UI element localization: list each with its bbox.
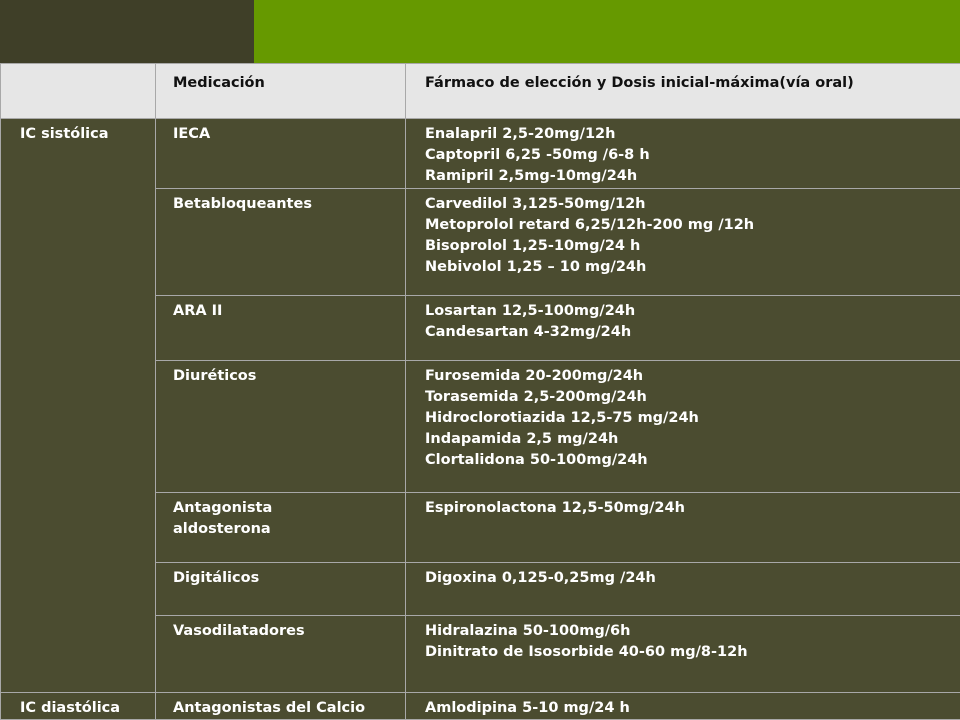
medicacion-cell [156,361,406,493]
medicacion-cell [156,616,406,692]
medication-table [0,63,960,720]
cell-line: Furosemida 20-200mg/24h [425,368,644,385]
cell-line: Nebivolol 1,25 – 10 mg/24h [425,258,647,275]
cell-line: Carvedilol 3,125-50mg/12h [425,195,646,212]
cell-line: Hidroclorotiazida 12,5-75 mg/24h [425,410,699,427]
cell-line: Antagonista [173,499,273,516]
cell-line: Dinitrato de Isosorbide 40-60 mg/8-12h [425,644,748,661]
cell-line: Digoxina 0,125-0,25mg /24h [425,570,656,587]
medicacion-cell [156,492,406,562]
cell-line: Hidralazina 50-100mg/6h [425,623,631,640]
table-header-row [1,64,960,119]
cell-line: Amlodipina 5-10 mg/24 h [425,699,630,716]
header-cell-empty [1,64,156,119]
medicacion-cell [156,188,406,295]
medicacion-cell [156,692,406,719]
cell-line: Ramipril 2,5mg-10mg/24h [425,168,638,185]
cell-line: Torasemida 2,5-200mg/24h [425,389,647,406]
cell-line: Bisoprolol 1,25-10mg/24 h [425,237,641,254]
cell-line: Candesartan 4-32mg/24h [425,324,632,341]
header-medicacion: Medicación [156,64,406,119]
cell-line: Enalapril 2,5-20mg/12h [425,126,616,143]
farmaco-cell [406,563,960,616]
farmaco-cell [406,296,960,361]
cell-line: Indapamida 2,5 mg/24h [425,431,619,448]
farmaco-cell [406,492,960,562]
farmaco-cell [406,361,960,493]
cell-line: aldosterona [173,520,271,537]
farmaco-cell [406,616,960,692]
top-bar-dark [0,0,254,63]
medicacion-cell [156,563,406,616]
header-farmaco: Fármaco de elección y Dosis inicial-máxima(vía oral) [406,64,960,119]
cell-line: Vasodilatadores [173,623,305,640]
cell-line: Diuréticos [173,368,257,385]
cell-line: IECA [173,126,211,143]
farmaco-cell [406,119,960,188]
cell-line: Captopril 6,25 -50mg /6-8 h [425,147,650,164]
cell-line: Betabloqueantes [173,195,312,212]
cell-line: ARA II [173,303,223,320]
cell-line: Losartan 12,5-100mg/24h [425,303,636,320]
cell-line: Digitálicos [173,570,260,587]
top-bar-green [254,0,960,63]
table-row [1,692,960,719]
group-label: IC sistólica [1,119,156,693]
group-label: IC diastólica [1,692,156,719]
farmaco-cell [406,188,960,295]
table-row [1,119,960,188]
medicacion-cell [156,119,406,188]
medicacion-cell [156,296,406,361]
cell-line: Espironolactona 12,5-50mg/24h [425,499,685,516]
farmaco-cell [406,692,960,719]
cell-line: Metoprolol retard 6,25/12h-200 mg /12h [425,216,755,233]
cell-line: Antagonistas del Calcio [173,699,366,716]
cell-line: Clortalidona 50-100mg/24h [425,452,648,469]
